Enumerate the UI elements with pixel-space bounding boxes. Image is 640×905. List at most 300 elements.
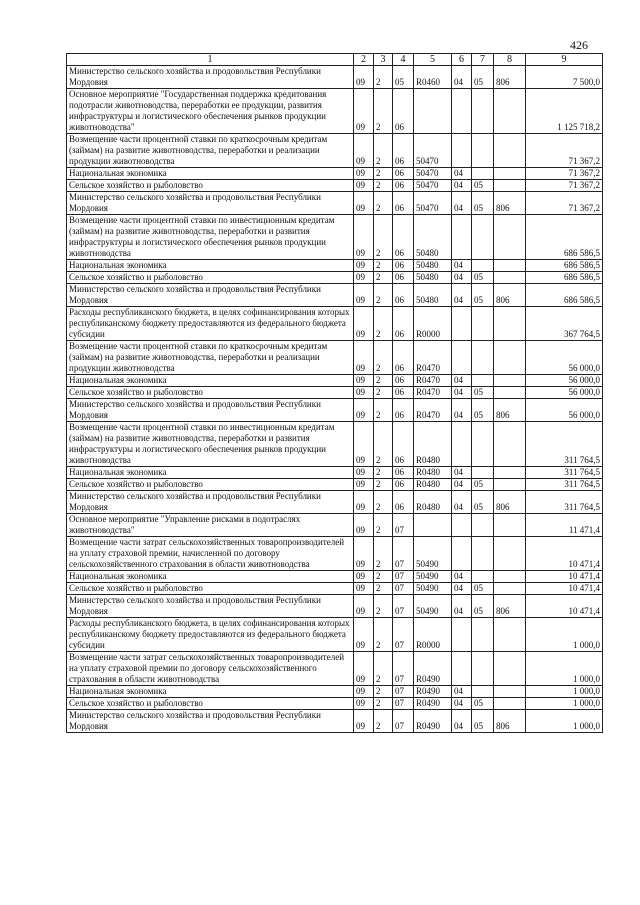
page-number: 426: [570, 38, 588, 52]
code-cell: [472, 89, 494, 134]
code-cell: 05: [472, 272, 494, 284]
code-cell: 09: [354, 66, 374, 89]
code-cell: 07: [393, 698, 414, 710]
code-cell: 07: [393, 595, 414, 618]
code-cell: 04: [452, 571, 472, 583]
row-name-cell: Сельское хозяйство и рыболовство: [67, 479, 354, 491]
header-cell: 8: [494, 54, 526, 66]
table-row: [67, 698, 603, 710]
table-row: [67, 260, 603, 272]
code-cell: 07: [393, 537, 414, 571]
code-cell: [452, 89, 472, 134]
amount-cell: 10 471,4: [526, 583, 603, 595]
row-name-cell: Возмещение части затрат сельскохозяйственных товаропроизводителей на уплату страховой премии по договору сельскохозяйственного страхования в области животноводства: [67, 652, 354, 686]
row-name-cell: Министерство сельского хозяйства и продовольствия Республики Мордовия: [67, 399, 354, 422]
budget-table: [66, 53, 603, 733]
code-cell: 06: [393, 387, 414, 399]
code-cell: 07: [393, 583, 414, 595]
code-cell: 05: [472, 698, 494, 710]
amount-cell: 56 000,0: [526, 399, 603, 422]
code-cell: 06: [393, 89, 414, 134]
code-cell: 2: [374, 272, 393, 284]
code-cell: 09: [354, 479, 374, 491]
code-cell: [494, 479, 526, 491]
row-name-cell: Министерство сельского хозяйства и продовольствия Республики Мордовия: [67, 66, 354, 89]
amount-cell: 10 471,4: [526, 571, 603, 583]
code-cell: R0470: [414, 375, 452, 387]
amount-cell: 686 586,5: [526, 260, 603, 272]
code-cell: [452, 514, 472, 537]
code-cell: [472, 215, 494, 260]
row-name-cell: Возмещение части процентной ставки по инвестиционным кредитам (займам) на развитие животноводства, переработки и развития инфраструктуры и логистического обеспечения рынков продукции животноводства: [67, 422, 354, 467]
code-cell: 09: [354, 272, 374, 284]
code-cell: [452, 341, 472, 375]
table-row: [67, 467, 603, 479]
code-cell: [494, 307, 526, 341]
code-cell: [494, 375, 526, 387]
code-cell: 2: [374, 341, 393, 375]
code-cell: 2: [374, 89, 393, 134]
code-cell: [494, 134, 526, 168]
code-cell: 09: [354, 422, 374, 467]
code-cell: 04: [452, 583, 472, 595]
row-name-cell: Сельское хозяйство и рыболовство: [67, 583, 354, 595]
code-cell: 04: [452, 375, 472, 387]
code-cell: 2: [374, 618, 393, 652]
table-row: [67, 272, 603, 284]
code-cell: [472, 134, 494, 168]
code-cell: R0000: [414, 618, 452, 652]
code-cell: 06: [393, 180, 414, 192]
code-cell: 09: [354, 341, 374, 375]
row-name-cell: Национальная экономика: [67, 467, 354, 479]
code-cell: 50470: [414, 168, 452, 180]
code-cell: 05: [472, 710, 494, 733]
row-name-cell: Министерство сельского хозяйства и продовольствия Республики Мордовия: [67, 192, 354, 215]
code-cell: 09: [354, 192, 374, 215]
table-row: [67, 284, 603, 307]
code-cell: 09: [354, 514, 374, 537]
code-cell: R0480: [414, 479, 452, 491]
code-cell: 06: [393, 422, 414, 467]
code-cell: [494, 571, 526, 583]
code-cell: [472, 168, 494, 180]
code-cell: 04: [452, 595, 472, 618]
row-name-cell: Сельское хозяйство и рыболовство: [67, 272, 354, 284]
code-cell: 2: [374, 215, 393, 260]
row-name-cell: Возмещение части процентной ставки по краткосрочным кредитам (займам) на развитие животноводства, переработки и реализации продукции животноводства: [67, 341, 354, 375]
row-name-cell: Сельское хозяйство и рыболовство: [67, 387, 354, 399]
row-name-cell: Расходы республиканского бюджета, в целях софинансирования которых республиканскому бюджету предоставляются из федерального бюджета субсидии: [67, 618, 354, 652]
code-cell: 05: [472, 583, 494, 595]
table-row: [67, 686, 603, 698]
code-cell: [472, 307, 494, 341]
code-cell: 04: [452, 272, 472, 284]
row-name-cell: Министерство сельского хозяйства и продовольствия Республики Мордовия: [67, 595, 354, 618]
code-cell: [472, 422, 494, 467]
code-cell: 06: [393, 215, 414, 260]
code-cell: 06: [393, 260, 414, 272]
amount-cell: 686 586,5: [526, 272, 603, 284]
code-cell: 06: [393, 134, 414, 168]
row-name-cell: Возмещение части затрат сельскохозяйственных товаропроизводителей на уплату страховой премии, начисленной по договору сельскохозяйственного страхования в области животноводства: [67, 537, 354, 571]
code-cell: 2: [374, 514, 393, 537]
code-cell: R0470: [414, 387, 452, 399]
code-cell: 2: [374, 399, 393, 422]
amount-cell: 311 764,5: [526, 479, 603, 491]
code-cell: [494, 168, 526, 180]
code-cell: 07: [393, 652, 414, 686]
code-cell: 2: [374, 180, 393, 192]
code-cell: 50490: [414, 537, 452, 571]
row-name-cell: Национальная экономика: [67, 571, 354, 583]
table-row: [67, 710, 603, 733]
code-cell: [494, 422, 526, 467]
table-row: [67, 399, 603, 422]
header-cell: 9: [526, 54, 603, 66]
code-cell: [494, 260, 526, 272]
code-cell: [472, 571, 494, 583]
table-row: [67, 618, 603, 652]
table-row: [67, 341, 603, 375]
code-cell: 09: [354, 652, 374, 686]
code-cell: 05: [472, 491, 494, 514]
code-cell: 2: [374, 387, 393, 399]
row-name-cell: Возмещение части процентной ставки по инвестиционным кредитам (займам) на развитие животноводства, переработки и развития инфраструктуры и логистического обеспечения рынков продукции животноводства: [67, 215, 354, 260]
code-cell: 09: [354, 134, 374, 168]
amount-cell: 11 471,4: [526, 514, 603, 537]
code-cell: [494, 89, 526, 134]
amount-cell: 686 586,5: [526, 284, 603, 307]
code-cell: 09: [354, 491, 374, 514]
table-row: [67, 215, 603, 260]
code-cell: 806: [494, 491, 526, 514]
code-cell: [494, 387, 526, 399]
header-cell: 4: [393, 54, 414, 66]
amount-cell: 10 471,4: [526, 537, 603, 571]
code-cell: [472, 375, 494, 387]
code-cell: 09: [354, 180, 374, 192]
code-cell: 05: [393, 66, 414, 89]
code-cell: [452, 422, 472, 467]
amount-cell: 311 764,5: [526, 422, 603, 467]
code-cell: [494, 180, 526, 192]
code-cell: R0480: [414, 422, 452, 467]
code-cell: R0490: [414, 698, 452, 710]
code-cell: [452, 537, 472, 571]
amount-cell: 56 000,0: [526, 341, 603, 375]
code-cell: 05: [472, 399, 494, 422]
code-cell: R0470: [414, 399, 452, 422]
code-cell: 06: [393, 467, 414, 479]
code-cell: 07: [393, 686, 414, 698]
row-name-cell: Расходы республиканского бюджета, в целях софинансирования которых республиканскому бюджету предоставляются из федерального бюджета субсидии: [67, 307, 354, 341]
row-name-cell: Министерство сельского хозяйства и продовольствия Республики Мордовия: [67, 284, 354, 307]
code-cell: R0460: [414, 66, 452, 89]
code-cell: 2: [374, 375, 393, 387]
row-name-cell: Основное мероприятие "Государственная поддержка кредитования подотрасли животноводства, переработки ее продукции, развития инфраструктуры и логистического обеспечения рынков продукции животноводства": [67, 89, 354, 134]
amount-cell: 686 586,5: [526, 215, 603, 260]
code-cell: 2: [374, 491, 393, 514]
code-cell: 2: [374, 571, 393, 583]
code-cell: 04: [452, 387, 472, 399]
code-cell: 50470: [414, 192, 452, 215]
code-cell: 2: [374, 686, 393, 698]
code-cell: [472, 618, 494, 652]
code-cell: [452, 618, 472, 652]
code-cell: 06: [393, 307, 414, 341]
table-row: [67, 192, 603, 215]
header-cell: 3: [374, 54, 393, 66]
code-cell: 07: [393, 514, 414, 537]
amount-cell: 71 367,2: [526, 192, 603, 215]
code-cell: 06: [393, 192, 414, 215]
code-cell: 04: [452, 710, 472, 733]
table-row: [67, 422, 603, 467]
code-cell: 05: [472, 192, 494, 215]
row-name-cell: Сельское хозяйство и рыболовство: [67, 698, 354, 710]
code-cell: [494, 467, 526, 479]
code-cell: 806: [494, 284, 526, 307]
amount-cell: 56 000,0: [526, 387, 603, 399]
code-cell: 05: [472, 595, 494, 618]
table-row: [67, 89, 603, 134]
amount-cell: 1 000,0: [526, 652, 603, 686]
code-cell: [494, 583, 526, 595]
table-row: [67, 375, 603, 387]
code-cell: [494, 341, 526, 375]
row-name-cell: Министерство сельского хозяйства и продовольствия Республики Мордовия: [67, 491, 354, 514]
table-row: [67, 595, 603, 618]
amount-cell: 7 500,0: [526, 66, 603, 89]
code-cell: 50480: [414, 284, 452, 307]
header-cell: 5: [414, 54, 452, 66]
code-cell: 2: [374, 66, 393, 89]
code-cell: 50480: [414, 260, 452, 272]
code-cell: [494, 652, 526, 686]
code-cell: 04: [452, 491, 472, 514]
code-cell: R0490: [414, 710, 452, 733]
code-cell: 50490: [414, 583, 452, 595]
code-cell: 2: [374, 422, 393, 467]
code-cell: 2: [374, 583, 393, 595]
code-cell: 06: [393, 491, 414, 514]
amount-cell: 10 471,4: [526, 595, 603, 618]
code-cell: 09: [354, 89, 374, 134]
code-cell: 04: [452, 698, 472, 710]
code-cell: [494, 514, 526, 537]
code-cell: 2: [374, 595, 393, 618]
table-row: [67, 180, 603, 192]
code-cell: 04: [452, 467, 472, 479]
row-name-cell: Национальная экономика: [67, 686, 354, 698]
code-cell: 2: [374, 467, 393, 479]
code-cell: R0480: [414, 491, 452, 514]
amount-cell: 311 764,5: [526, 467, 603, 479]
code-cell: 50470: [414, 134, 452, 168]
code-cell: [494, 215, 526, 260]
amount-cell: 1 000,0: [526, 618, 603, 652]
code-cell: 07: [393, 710, 414, 733]
code-cell: 09: [354, 571, 374, 583]
code-cell: 06: [393, 375, 414, 387]
code-cell: [452, 134, 472, 168]
table-row: [67, 66, 603, 89]
row-name-cell: Национальная экономика: [67, 168, 354, 180]
code-cell: R0490: [414, 686, 452, 698]
row-name-cell: Министерство сельского хозяйства и продовольствия Республики Мордовия: [67, 710, 354, 733]
code-cell: 09: [354, 686, 374, 698]
amount-cell: 1 000,0: [526, 710, 603, 733]
code-cell: 806: [494, 399, 526, 422]
table-row: [67, 479, 603, 491]
table-row: [67, 387, 603, 399]
code-cell: [414, 514, 452, 537]
amount-cell: 71 367,2: [526, 180, 603, 192]
code-cell: [472, 260, 494, 272]
code-cell: 06: [393, 284, 414, 307]
code-cell: 2: [374, 284, 393, 307]
code-cell: 05: [472, 66, 494, 89]
code-cell: [472, 514, 494, 537]
code-cell: 06: [393, 272, 414, 284]
code-cell: [472, 652, 494, 686]
code-cell: 04: [452, 284, 472, 307]
code-cell: [494, 686, 526, 698]
header-cell: 2: [354, 54, 374, 66]
code-cell: 50470: [414, 180, 452, 192]
code-cell: 06: [393, 341, 414, 375]
code-cell: [452, 215, 472, 260]
amount-cell: 1 000,0: [526, 698, 603, 710]
table-row: [67, 583, 603, 595]
code-cell: 05: [472, 387, 494, 399]
code-cell: [414, 89, 452, 134]
table-row: [67, 652, 603, 686]
code-cell: 09: [354, 215, 374, 260]
row-name-cell: Национальная экономика: [67, 375, 354, 387]
code-cell: [452, 307, 472, 341]
code-cell: 09: [354, 168, 374, 180]
code-cell: R0480: [414, 467, 452, 479]
code-cell: [494, 618, 526, 652]
code-cell: [472, 467, 494, 479]
amount-cell: 311 764,5: [526, 491, 603, 514]
code-cell: 06: [393, 479, 414, 491]
amount-cell: 71 367,2: [526, 134, 603, 168]
row-name-cell: Сельское хозяйство и рыболовство: [67, 180, 354, 192]
code-cell: 2: [374, 260, 393, 272]
header-cell: 7: [472, 54, 494, 66]
code-cell: 04: [452, 180, 472, 192]
code-cell: R0000: [414, 307, 452, 341]
header-cell: 1: [67, 54, 354, 66]
header-cell: 6: [452, 54, 472, 66]
code-cell: 2: [374, 537, 393, 571]
code-cell: 2: [374, 134, 393, 168]
code-cell: [472, 341, 494, 375]
code-cell: 06: [393, 168, 414, 180]
code-cell: [472, 537, 494, 571]
table-row: [67, 571, 603, 583]
table-row: [67, 307, 603, 341]
table-row: [67, 491, 603, 514]
code-cell: 09: [354, 698, 374, 710]
code-cell: 07: [393, 571, 414, 583]
code-cell: 09: [354, 260, 374, 272]
code-cell: 09: [354, 618, 374, 652]
table-row: [67, 134, 603, 168]
code-cell: 09: [354, 399, 374, 422]
code-cell: 2: [374, 168, 393, 180]
code-cell: 09: [354, 387, 374, 399]
code-cell: 04: [452, 479, 472, 491]
table-row: [67, 514, 603, 537]
code-cell: 2: [374, 698, 393, 710]
code-cell: 04: [452, 686, 472, 698]
code-cell: 04: [452, 168, 472, 180]
header-row: [67, 54, 603, 66]
code-cell: 07: [393, 618, 414, 652]
code-cell: 806: [494, 710, 526, 733]
table-row: [67, 168, 603, 180]
code-cell: 09: [354, 284, 374, 307]
code-cell: R0470: [414, 341, 452, 375]
code-cell: [494, 698, 526, 710]
code-cell: [494, 537, 526, 571]
code-cell: 50490: [414, 595, 452, 618]
code-cell: 806: [494, 66, 526, 89]
amount-cell: 71 367,2: [526, 168, 603, 180]
code-cell: 09: [354, 467, 374, 479]
code-cell: 05: [472, 284, 494, 307]
code-cell: 04: [452, 260, 472, 272]
code-cell: 2: [374, 710, 393, 733]
code-cell: 09: [354, 583, 374, 595]
code-cell: 2: [374, 192, 393, 215]
code-cell: 09: [354, 537, 374, 571]
row-name-cell: Национальная экономика: [67, 260, 354, 272]
row-name-cell: Возмещение части процентной ставки по краткосрочным кредитам (займам) на развитие животноводства, переработки и реализации продукции животноводства: [67, 134, 354, 168]
amount-cell: 56 000,0: [526, 375, 603, 387]
code-cell: [494, 272, 526, 284]
row-name-cell: Основное мероприятие "Управление рисками в подотраслях животноводства": [67, 514, 354, 537]
amount-cell: 367 764,5: [526, 307, 603, 341]
code-cell: 2: [374, 307, 393, 341]
code-cell: 09: [354, 595, 374, 618]
code-cell: 04: [452, 192, 472, 215]
amount-cell: 1 000,0: [526, 686, 603, 698]
code-cell: 09: [354, 710, 374, 733]
table-row: [67, 537, 603, 571]
code-cell: 2: [374, 479, 393, 491]
code-cell: R0490: [414, 652, 452, 686]
code-cell: [452, 652, 472, 686]
code-cell: 09: [354, 307, 374, 341]
code-cell: 50490: [414, 571, 452, 583]
code-cell: 06: [393, 399, 414, 422]
code-cell: 50480: [414, 272, 452, 284]
code-cell: 05: [472, 180, 494, 192]
code-cell: 04: [452, 66, 472, 89]
code-cell: 806: [494, 595, 526, 618]
code-cell: 2: [374, 652, 393, 686]
code-cell: 806: [494, 192, 526, 215]
code-cell: 05: [472, 479, 494, 491]
code-cell: [472, 686, 494, 698]
code-cell: 50480: [414, 215, 452, 260]
code-cell: 04: [452, 399, 472, 422]
